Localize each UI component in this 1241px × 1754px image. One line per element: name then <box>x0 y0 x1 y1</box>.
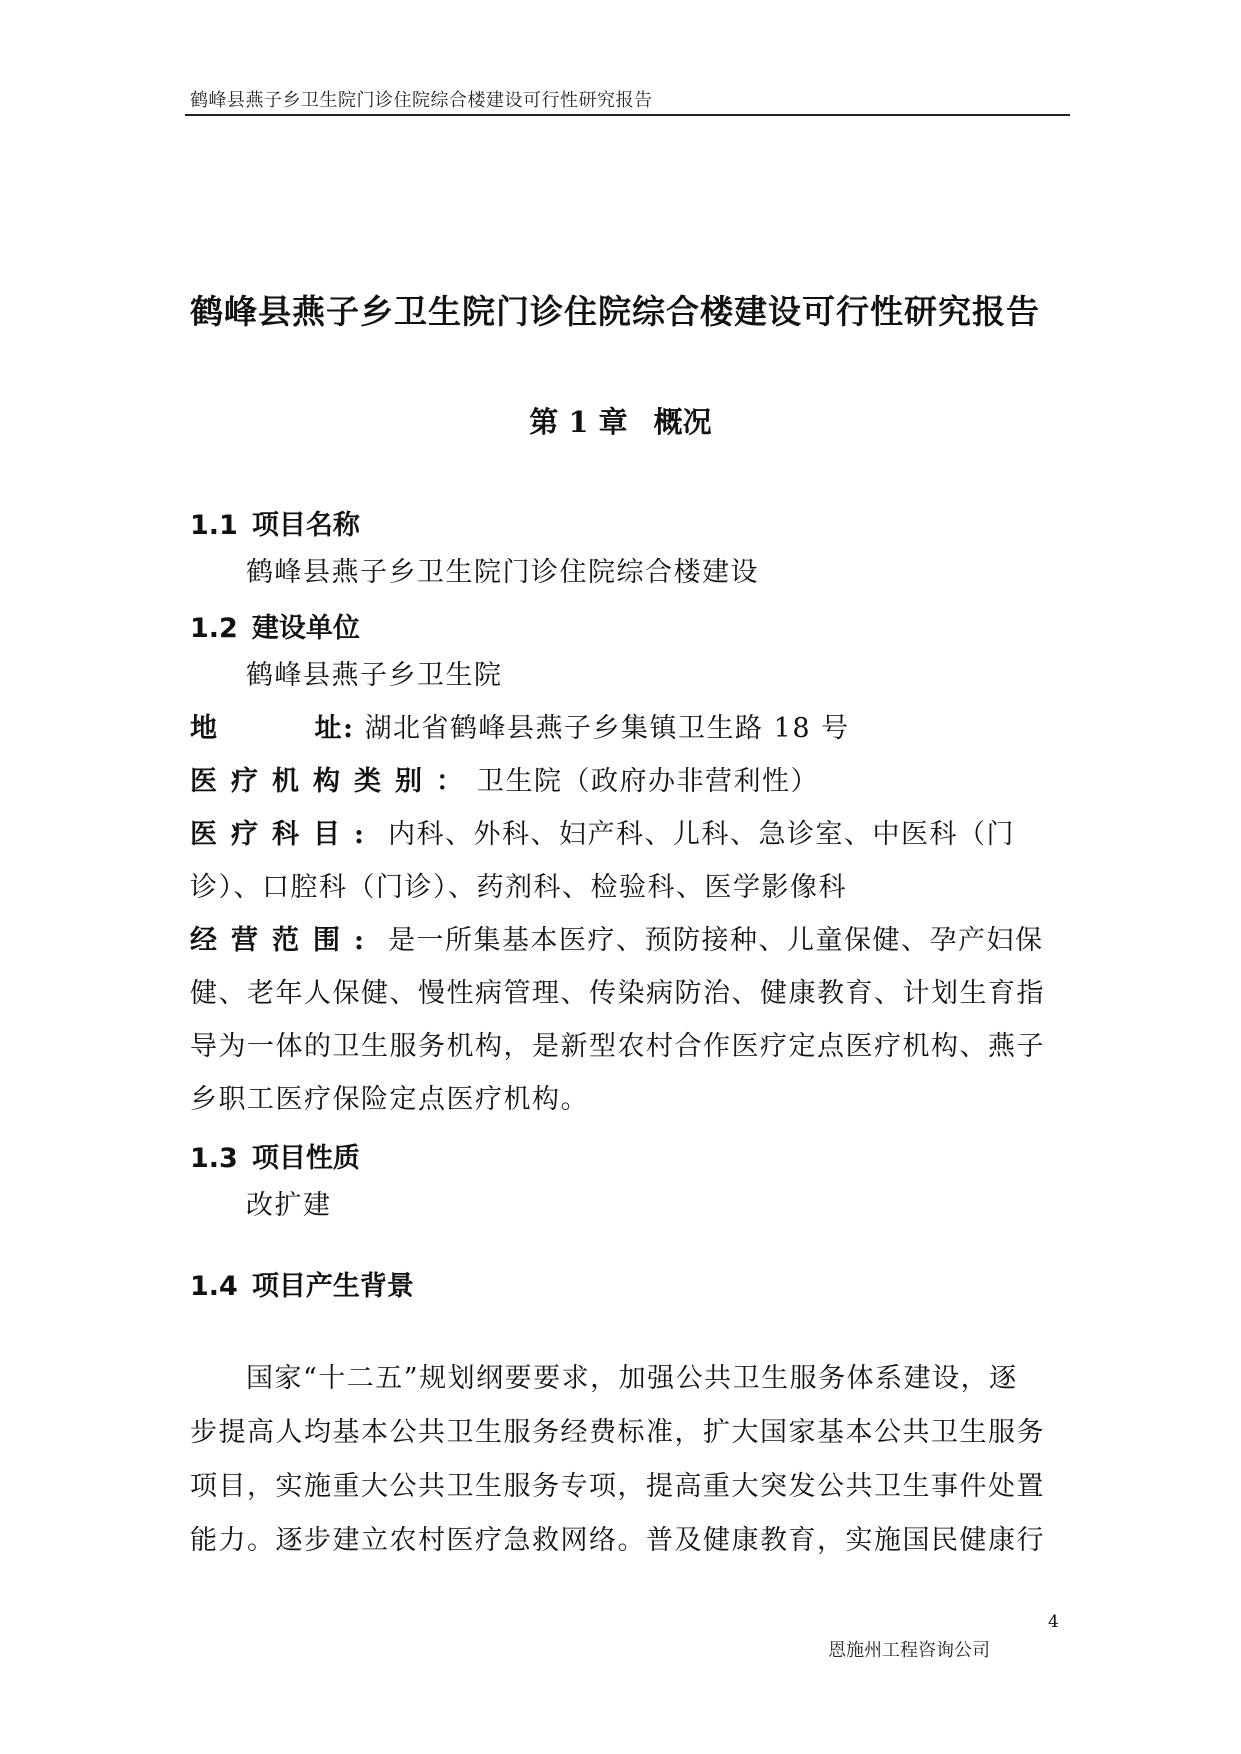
section-number: 1.1 <box>190 510 238 541</box>
section-number: 1.4 <box>190 1271 238 1302</box>
document-title: 鹤峰县燕子乡卫生院门诊住院综合楼建设可行性研究报告 <box>190 292 1040 331</box>
address-label-a: 地 <box>190 713 219 744</box>
address-label-b: 址: <box>314 713 355 744</box>
scope-line-1 <box>190 924 1060 958</box>
section-title: 项目产生背景 <box>251 1271 414 1302</box>
chapter-name: 概况 <box>653 405 712 439</box>
address-line <box>190 712 1060 746</box>
departments-line-2: 诊）、口腔科（门诊）、药剂科、检验科、医学影像科 <box>190 872 847 903</box>
category-value: 卫生院（政府办非营利性） <box>477 766 819 797</box>
background-line-3: 项目，实施重大公共卫生服务专项，提高重大突发公共卫生事件处置 <box>190 1471 1045 1502</box>
scope-line-4: 乡职工医疗保险定点医疗机构。 <box>190 1084 589 1115</box>
scope-line-3: 导为一体的卫生服务机构，是新型农村合作医疗定点医疗机构、燕子 <box>190 1031 1045 1062</box>
header-rule <box>185 114 1070 116</box>
departments-text-1: 内科、外科、妇产科、儿科、急诊室、中医科（门 <box>388 819 1016 850</box>
section-heading-1-2 <box>190 606 360 645</box>
scope-label: 经营范围: <box>190 925 378 956</box>
chapter-number: 第 1 章 <box>529 405 628 439</box>
footer-company: 恩施州工程咨询公司 <box>828 1640 990 1661</box>
section-title: 项目性质 <box>251 1143 360 1174</box>
scope-text-1: 是一所集基本医疗、预防接种、儿童保健、孕产妇保 <box>388 925 1044 956</box>
section-heading-1-1 <box>190 503 360 542</box>
departments-label: 医疗科目: <box>190 819 378 850</box>
background-line-1: 国家“十二五”规划纲要要求，加强公共卫生服务体系建设，逐 <box>246 1363 1018 1394</box>
project-nature: 改扩建 <box>246 1190 332 1221</box>
category-line <box>190 765 1060 799</box>
background-line-4: 能力。逐步建立农村医疗急救网络。普及健康教育，实施国民健康行 <box>190 1525 1045 1556</box>
section-number: 1.2 <box>190 613 238 644</box>
project-name: 鹤峰县燕子乡卫生院门诊住院综合楼建设 <box>246 557 759 588</box>
builder-name: 鹤峰县燕子乡卫生院 <box>246 660 503 691</box>
section-heading-1-3 <box>190 1136 360 1175</box>
section-title: 项目名称 <box>251 510 360 541</box>
departments-line-1 <box>190 818 1060 852</box>
address-value: 湖北省鹤峰县燕子乡集镇卫生路 18 号 <box>364 713 850 744</box>
section-number: 1.3 <box>190 1143 238 1174</box>
page-number: 4 <box>1048 1612 1059 1632</box>
running-header: 鹤峰县燕子乡卫生院门诊住院综合楼建设可行性研究报告 <box>190 90 653 111</box>
category-label: 医疗机构类别： <box>190 766 477 797</box>
chapter-heading <box>0 400 1241 441</box>
section-heading-1-4 <box>190 1264 414 1303</box>
section-title: 建设单位 <box>251 613 360 644</box>
background-line-2: 步提高人均基本公共卫生服务经费标准，扩大国家基本公共卫生服务 <box>190 1417 1045 1448</box>
scope-line-2: 健、老年人保健、慢性病管理、传染病防治、健康教育、计划生育指 <box>190 978 1045 1009</box>
